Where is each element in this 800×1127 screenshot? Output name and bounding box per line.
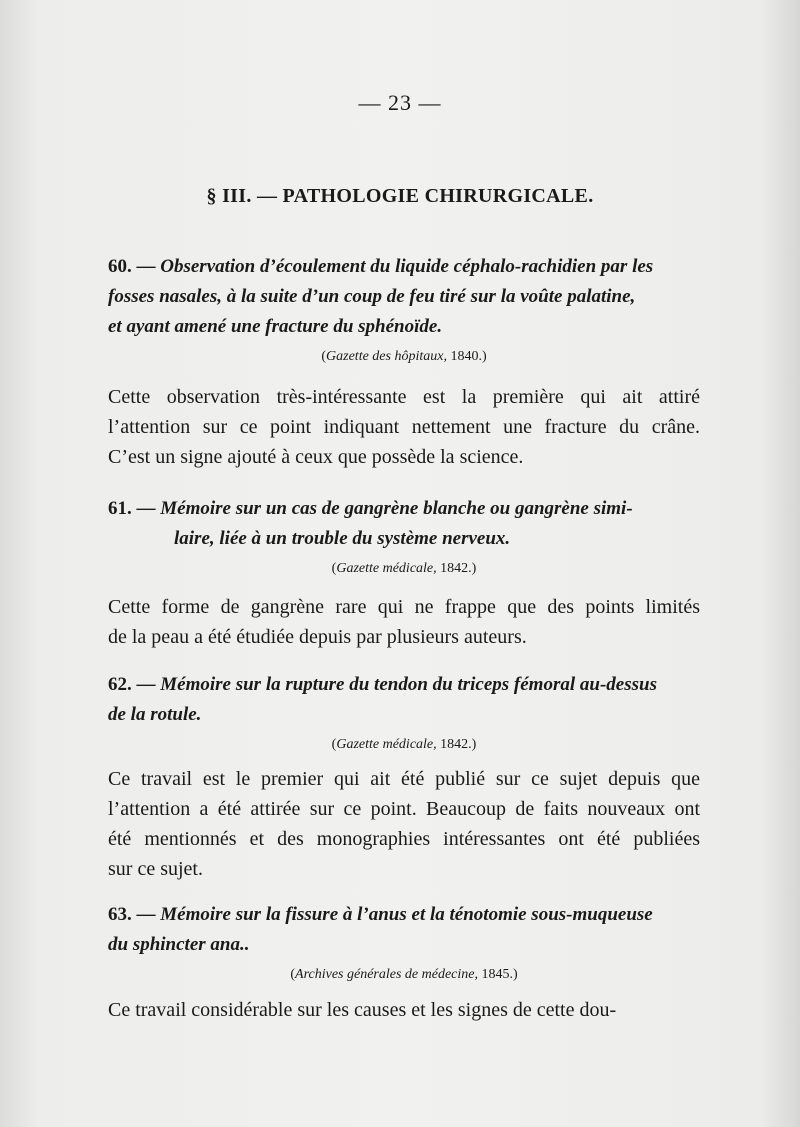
entry-number: 63. — [108,904,156,925]
citation-source: Gazette des hôpitaux, [326,349,447,364]
citation-year: 1845. [481,967,513,982]
body-line: l’attention sur ce point indiquant nettement une fracture du crâne. [108,416,700,438]
body-line: été mentionnés et des monographies intéressantes ont été publiées [108,828,700,850]
body-line: Ce travail est le premier qui ait été publié sur ce sujet depuis que [108,768,700,790]
entry-title [108,670,700,730]
citation: (Gazette médicale, 1842.) [331,561,477,576]
citation-year: 1840. [450,349,482,364]
entry-number: 61. — [108,498,156,519]
entry-60-body [108,382,700,472]
citation: (Archives générales de médecine, 1845.) [290,967,518,982]
entry-title-line: de la rotule. [108,704,202,725]
entry-title-line: Mémoire sur la fissure à l’anus et la ténotomie sous-muqueuse [160,904,653,925]
entry-title-line: fosses nasales, à la suite d’un coup de feu tiré sur la voûte palatine, [108,286,636,307]
citation-source: Archives générales de médecine, [295,967,478,982]
entry-title-line: Mémoire sur un cas de gangrène blanche ou gangrène simi- [160,498,633,519]
entry-62-body [108,764,700,884]
body-line: de la peau a été étudiée depuis par plusieurs auteurs. [108,626,527,648]
body-line: Cette forme de gangrène rare qui ne frappe que des points limités [108,596,700,618]
body-line: l’attention a été attirée sur ce point. Beaucoup de faits nouveaux ont [108,798,700,820]
entry-title [108,494,700,524]
body-line: Cette observation très-intéressante est la première qui ait attiré [108,386,700,408]
entry-title [108,252,700,342]
entry-title-line: du sphincter ana.. [108,934,250,955]
body-line: sur ce sujet. [108,858,203,880]
entry-title-line: laire, liée à un trouble du système nerveux. [174,528,511,549]
entry-title-line: Mémoire sur la rupture du tendon du triceps fémoral au-dessus [160,674,657,695]
citation-source: Gazette médicale, [336,737,437,752]
entry-63 [108,900,700,986]
section-title: § III. — PATHOLOGIE CHIRURGICALE. [206,185,594,207]
entry-title [108,900,700,960]
entry-title-line: Observation d’écoulement du liquide céphalo-rachidien par les [160,256,654,277]
entry-61 [108,494,700,580]
entry-60 [108,252,700,368]
entry-63-body [108,995,700,1025]
citation-source: Gazette médicale, [336,561,437,576]
entry-61-body [108,592,700,652]
citation-year: 1842. [440,737,472,752]
entry-number: 60. — [108,256,156,277]
entry-title-continuation [108,524,700,554]
body-line: Ce travail considérable sur les causes et les signes de cette dou- [108,999,617,1021]
body-line: C’est un signe ajouté à ceux que possède la science. [108,446,524,468]
entry-number: 62. — [108,674,156,695]
entry-title-line: et ayant amené une fracture du sphénoïde. [108,316,443,337]
citation: (Gazette médicale, 1842.) [331,737,477,752]
citation-year: 1842. [440,561,472,576]
page-number: — 23 — [358,90,442,115]
entry-62 [108,670,700,756]
citation: (Gazette des hôpitaux, 1840.) [321,349,487,364]
